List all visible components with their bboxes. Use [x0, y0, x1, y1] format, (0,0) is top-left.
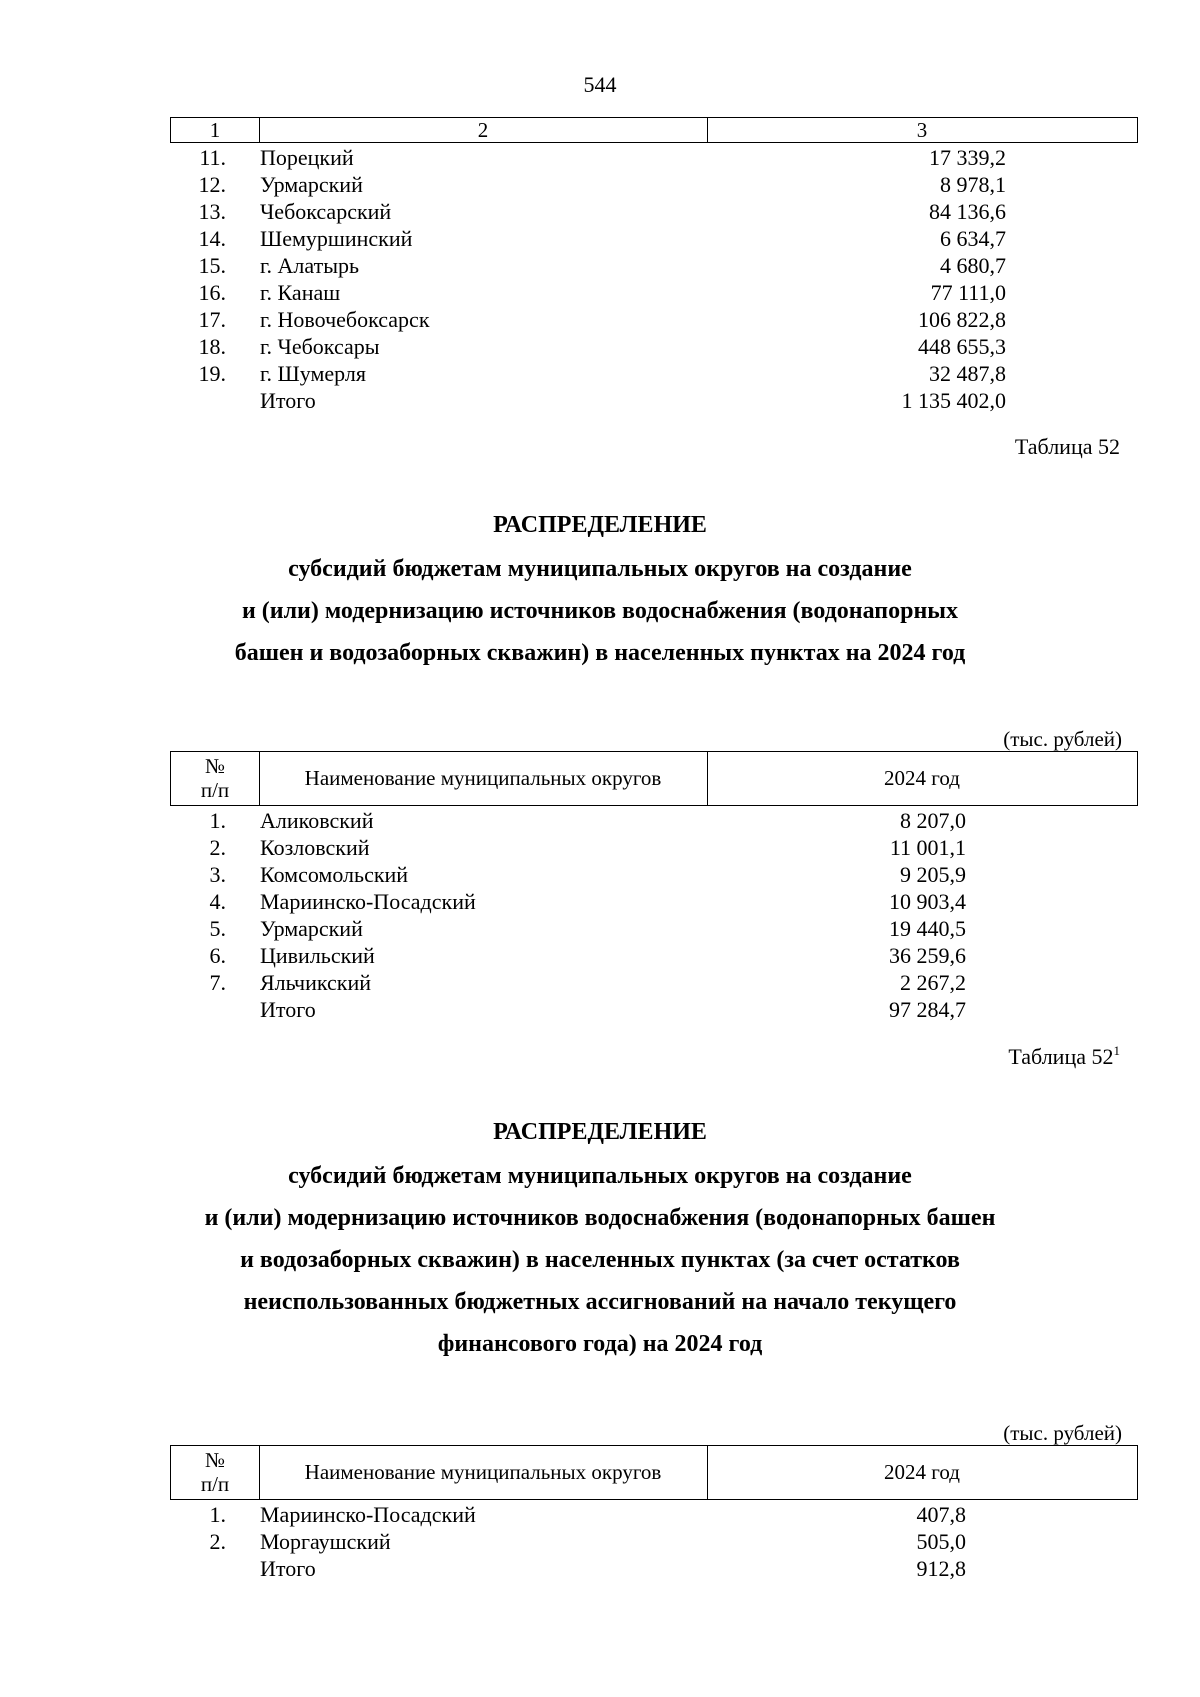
row-value: 8 978,1: [940, 172, 1006, 197]
table-row: [0, 360, 1200, 387]
table-52-subtitle-2: и (или) модернизацию источников водоснабжения (водонапорных: [241, 598, 959, 624]
table-52-1-units: (тыс. рублей): [1003, 1421, 1122, 1445]
table-52-subtitle-1: субсидий бюджетам муниципальных округов на создание: [288, 556, 912, 582]
header-col-2: 2: [477, 117, 489, 142]
row-value: 407,8: [916, 1502, 966, 1527]
row-value: 36 259,6: [889, 943, 966, 968]
row-value: 19 440,5: [889, 916, 966, 941]
row-name: Яльчикский: [260, 970, 371, 995]
row-name: Шемуршинский: [260, 226, 413, 251]
row-value: 84 136,6: [929, 199, 1006, 224]
table-52-units: (тыс. рублей): [1003, 727, 1122, 751]
header-col-1: 1: [209, 117, 221, 142]
row-name: Урмарский: [260, 916, 363, 941]
table-row: [0, 279, 1200, 306]
table-row: [0, 1528, 1200, 1555]
row-name: Чебоксарский: [260, 199, 392, 224]
table-52-1-subtitle-2: и (или) модернизацию источников водоснабжения (водонапорных башен: [204, 1205, 996, 1231]
row-name: Моргаушский: [260, 1529, 391, 1554]
row-number: 2.: [209, 1529, 226, 1554]
row-number: 14.: [198, 226, 226, 251]
header-no: № п/п: [200, 754, 230, 802]
row-name: Порецкий: [260, 145, 354, 170]
row-number: 4.: [209, 889, 226, 914]
total-row: [0, 1555, 1200, 1582]
row-number: 1.: [209, 1502, 226, 1527]
continued-table-header: [170, 117, 1138, 143]
row-number: 18.: [198, 334, 226, 359]
total-row: [0, 387, 1200, 414]
table-52-1-subtitle-1: субсидий бюджетам муниципальных округов на создание: [288, 1163, 912, 1189]
header-year: 2024 год: [884, 766, 960, 790]
row-number: 11.: [199, 145, 226, 170]
table-row: [0, 861, 1200, 888]
table-52-label: Таблица 52: [1014, 434, 1120, 459]
row-number: 13.: [198, 199, 226, 224]
table-52-subtitle-3: башен и водозаборных скважин) в населенных пунктах на 2024 год: [234, 640, 966, 666]
row-value: 6 634,7: [940, 226, 1006, 251]
row-name: Мариинско-Посадский: [260, 889, 476, 914]
row-name: г. Алатырь: [260, 253, 360, 278]
row-value: 97 284,7: [889, 997, 966, 1022]
table-row: [0, 225, 1200, 252]
row-number: 12.: [198, 172, 226, 197]
header-year: 2024 год: [884, 1460, 960, 1484]
row-number: 6.: [209, 943, 226, 968]
table-row: [0, 1501, 1200, 1528]
table-row: [0, 807, 1200, 834]
table-row: [0, 969, 1200, 996]
header-col-3: 3: [916, 117, 928, 142]
table-52-1-subtitle-4: неиспользованных бюджетных ассигнований на начало текущего: [243, 1289, 957, 1315]
header-no: № п/п: [200, 1448, 230, 1496]
table-row: [0, 198, 1200, 225]
row-value: 505,0: [916, 1529, 966, 1554]
row-number: 5.: [209, 916, 226, 941]
table-52-1-title: РАСПРЕДЕЛЕНИЕ: [493, 1119, 707, 1145]
row-name: Урмарский: [260, 172, 363, 197]
row-number: 1.: [209, 808, 226, 833]
table-row: [0, 915, 1200, 942]
table-52-title: РАСПРЕДЕЛЕНИЕ: [493, 512, 707, 538]
row-name: Итого: [260, 997, 316, 1022]
row-number: 17.: [198, 307, 226, 332]
row-number: 15.: [198, 253, 226, 278]
row-value: 17 339,2: [929, 145, 1006, 170]
table-52-1-header: [170, 1445, 1138, 1500]
row-name: Итого: [260, 388, 316, 413]
total-row: [0, 996, 1200, 1023]
table-row: [0, 252, 1200, 279]
row-name: г. Чебоксары: [260, 334, 380, 359]
row-value: 912,8: [916, 1556, 966, 1581]
row-value: 32 487,8: [929, 361, 1006, 386]
row-value: 106 822,8: [918, 307, 1006, 332]
header-name: Наименование муниципальных округов: [304, 766, 662, 790]
table-row: [0, 306, 1200, 333]
table-row: [0, 942, 1200, 969]
row-number: 16.: [198, 280, 226, 305]
row-number: 7.: [209, 970, 226, 995]
row-name: г. Шумерля: [260, 361, 366, 386]
table-52-1-label: Таблица $52^1$: [1008, 1043, 1120, 1069]
table-row: [0, 171, 1200, 198]
table-row: [0, 333, 1200, 360]
row-value: 4 680,7: [940, 253, 1006, 278]
row-name: Козловский: [260, 835, 370, 860]
row-number: 2.: [209, 835, 226, 860]
table-row: [0, 834, 1200, 861]
row-name: Итого: [260, 1556, 316, 1581]
table-row: [0, 144, 1200, 171]
page-number: 544: [583, 72, 617, 97]
table-52-header: [170, 751, 1138, 806]
row-value: 8 207,0: [900, 808, 966, 833]
table-row: [0, 888, 1200, 915]
row-value: 2 267,2: [900, 970, 966, 995]
row-value: 77 111,0: [930, 280, 1006, 305]
row-value: 10 903,4: [889, 889, 966, 914]
row-value: 9 205,9: [900, 862, 966, 887]
row-number: 3.: [209, 862, 226, 887]
row-name: г. Новочебоксарск: [260, 307, 430, 332]
row-name: Мариинско-Посадский: [260, 1502, 476, 1527]
header-name: Наименование муниципальных округов: [304, 1460, 662, 1484]
row-name: г. Канаш: [260, 280, 341, 305]
row-value: 1 135 402,0: [901, 388, 1006, 413]
row-number: 19.: [198, 361, 226, 386]
row-name: Комсомольский: [260, 862, 409, 887]
row-name: Цивильский: [260, 943, 375, 968]
row-name: Аликовский: [260, 808, 374, 833]
table-52-1-subtitle-5: финансового года) на 2024 год: [437, 1331, 763, 1357]
table-52-1-subtitle-3: и водозаборных скважин) в населенных пунктах (за счет остатков: [240, 1247, 960, 1273]
row-value: 448 655,3: [918, 334, 1006, 359]
row-value: 11 001,1: [889, 835, 966, 860]
